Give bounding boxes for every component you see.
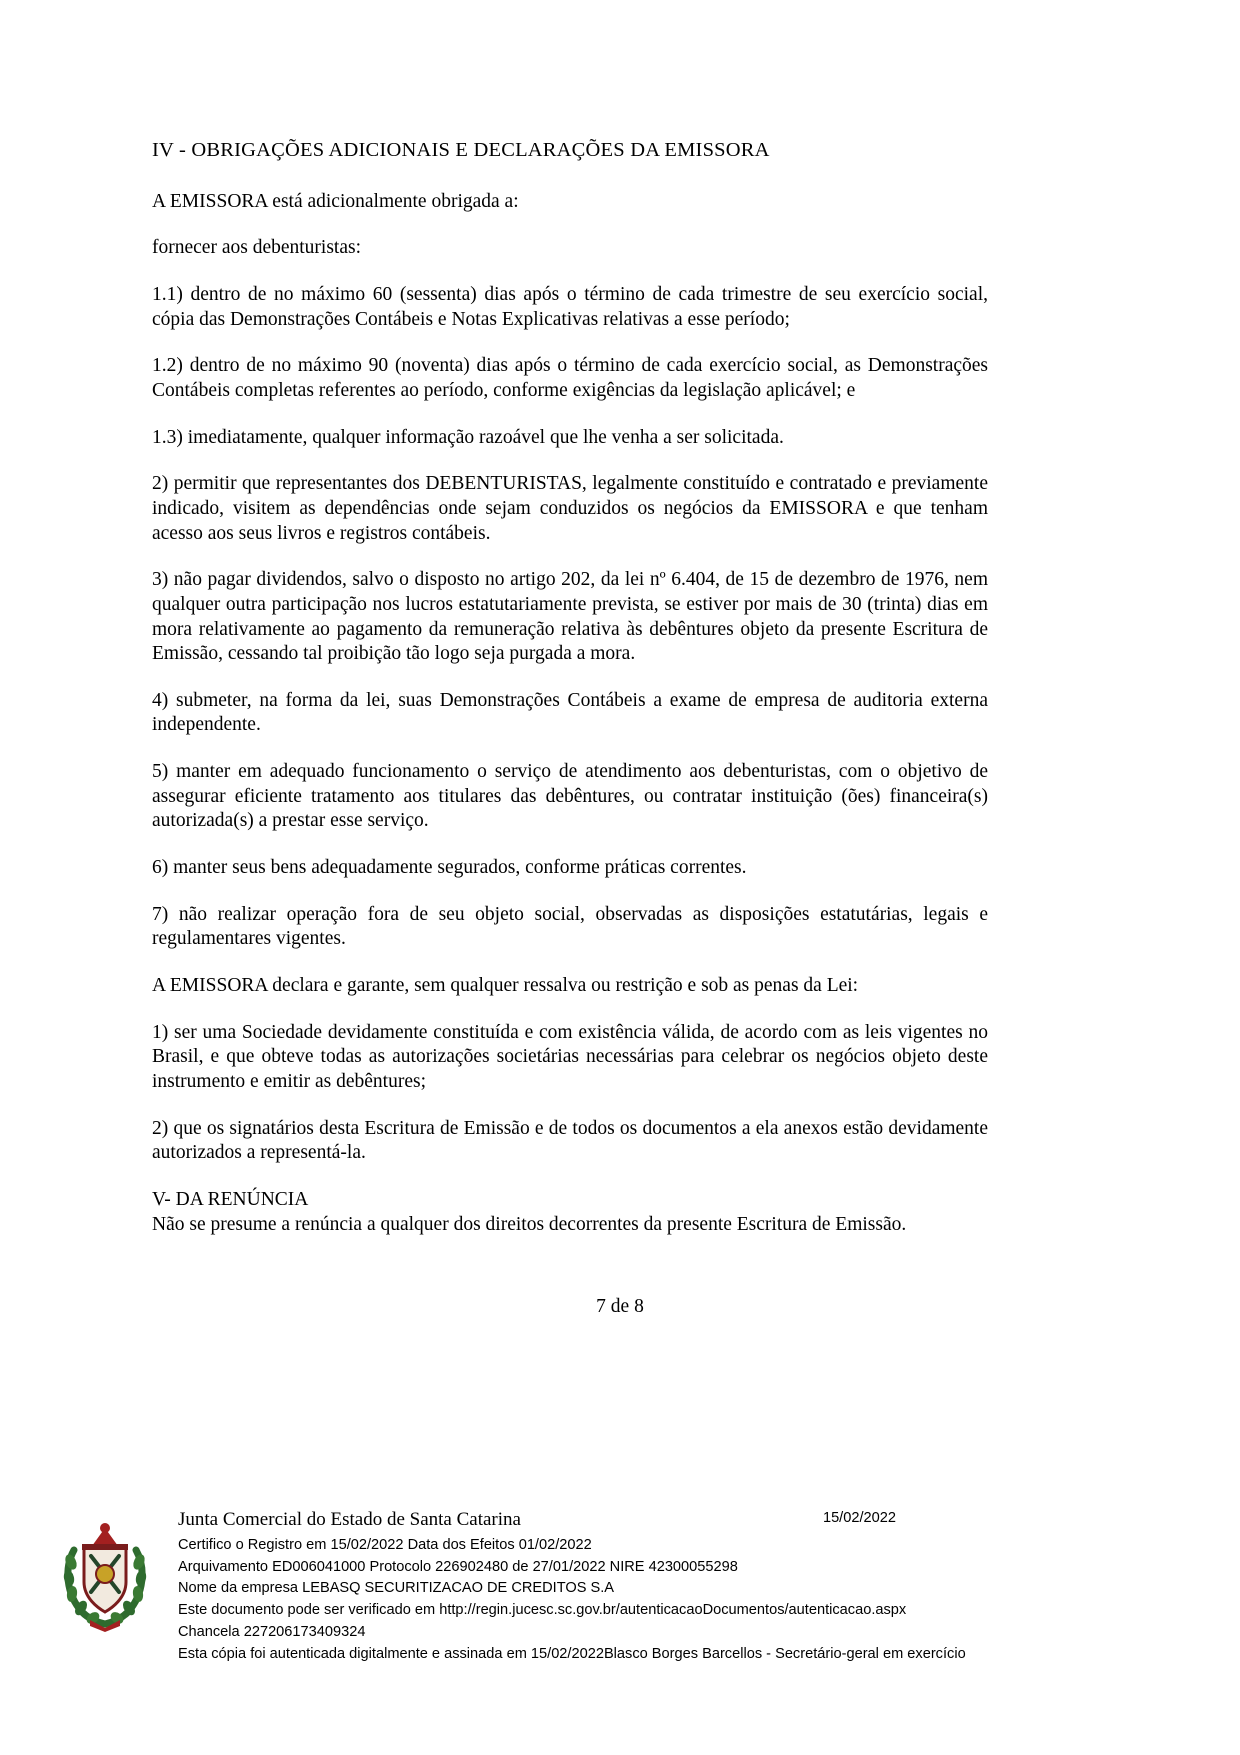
section-v-text: Não se presume a renúncia a qualquer dos direitos decorrentes da presente Escritura de Emissão.: [152, 1213, 907, 1235]
digital-signature-line: Esta cópia foi autenticada digitalmente e assinada em 15/02/2022Blasco Borges Barcellos - Secretário-geral em exercício: [178, 1646, 966, 1663]
registration-line: Certifico o Registro em 15/02/2022 Data dos Efeitos 01/02/2022: [178, 1536, 592, 1553]
registration-line: Arquivamento ED006041000 Protocolo 226902480 de 27/01/2022 NIRE 42300055298: [178, 1558, 738, 1575]
clause-7: 7) não realizar operação fora de seu objeto social, observadas as disposições estatutárias, legais e regulamentares vigentes.: [152, 903, 988, 950]
page-title: IV - OBRIGAÇÕES ADICIONAIS E DECLARAÇÕES DA EMISSORA: [152, 139, 770, 161]
registration-stamp-date: 15/02/2022: [822, 1510, 896, 1526]
declaration-intro: A EMISSORA declara e garante, sem qualquer ressalva ou restrição e sob as penas da Lei:: [152, 975, 859, 997]
registration-organization: Junta Comercial do Estado de Santa Catarina: [178, 1509, 521, 1530]
lead-in-paragraph: fornecer aos debenturistas:: [152, 237, 361, 259]
clause-1-2: 1.2) dentro de no máximo 90 (noventa) dias após o término de cada exercício social, as Demonstrações Contábeis completas referentes ao período, conforme exigências da legislação aplicável; e: [152, 355, 988, 401]
santa-catarina-coat-of-arms-icon: [62, 1520, 148, 1632]
clause-1-1: 1.1) dentro de no máximo 60 (sessenta) dias após o término de cada trimestre de seu exercício social, cópia das Demonstrações Contábeis e Notas Explicativas relativas a esse período;: [152, 283, 988, 330]
clause-1-3: 1.3) imediatamente, qualquer informação razoável que lhe venha a ser solicitada.: [152, 426, 784, 448]
declaration-1: 1) ser uma Sociedade devidamente constituída e com existência válida, de acordo com as leis vigentes no Brasil, e que obteve todas as autorizações societárias necessárias para celebrar os negócios objeto deste instrumento e emitir as debêntures;: [152, 1021, 988, 1093]
page-number: 7 de 8: [596, 1296, 644, 1317]
clause-6: 6) manter seus bens adequadamente segurados, conforme práticas correntes.: [152, 857, 747, 879]
registration-line: Chancela 227206173409324: [178, 1624, 366, 1641]
document-body: [152, 138, 988, 1259]
registration-footer: [0, 1508, 1240, 1698]
clause-3: 3) não pagar dividendos, salvo o disposto no artigo 202, da lei nº 6.404, de 15 de dezembro de 1976, nem qualquer outra participação nos lucros estatutariamente prevista, se estiver por mais de 30 (trinta) dias em mora relativamente ao pagamento da remuneração relativa às debêntures objeto da presente Escritura de Emissão, cessando tal proibição tão logo seja purgada a mora.: [152, 569, 988, 665]
declaration-2: 2) que os signatários desta Escritura de Emissão e de todos os documentos a ela anexos estão devidamente autorizados a representá-la.: [152, 1117, 988, 1164]
verification-url-line: Este documento pode ser verificado em http://regin.jucesc.sc.gov.br/autenticacaoDocumentos/autenticacao.aspx: [178, 1602, 907, 1619]
registration-line: Nome da empresa LEBASQ SECURITIZACAO DE CREDITOS S.A: [178, 1580, 615, 1597]
section-v-title: V- DA RENÚNCIA: [152, 1189, 309, 1210]
intro-paragraph: A EMISSORA está adicionalmente obrigada a:: [152, 190, 519, 212]
clause-4: 4) submeter, na forma da lei, suas Demonstrações Contábeis a exame de empresa de auditoria externa independente.: [152, 689, 988, 736]
clause-5: 5) manter em adequado funcionamento o serviço de atendimento aos debenturistas, com o objetivo de assegurar eficiente tratamento aos titulares das debêntures, ou contratar instituição (ões) financeira(s) autorizada(s) a prestar esse serviço.: [152, 761, 988, 832]
registration-text-block: [178, 1508, 1178, 1666]
clause-2: 2) permitir que representantes dos DEBENTURISTAS, legalmente constituído e contratado e previamente indicado, visitem as dependências onde sejam conduzidos os negócios da EMISSORA e que tenham acesso aos seus livros e registros contábeis.: [152, 473, 988, 544]
